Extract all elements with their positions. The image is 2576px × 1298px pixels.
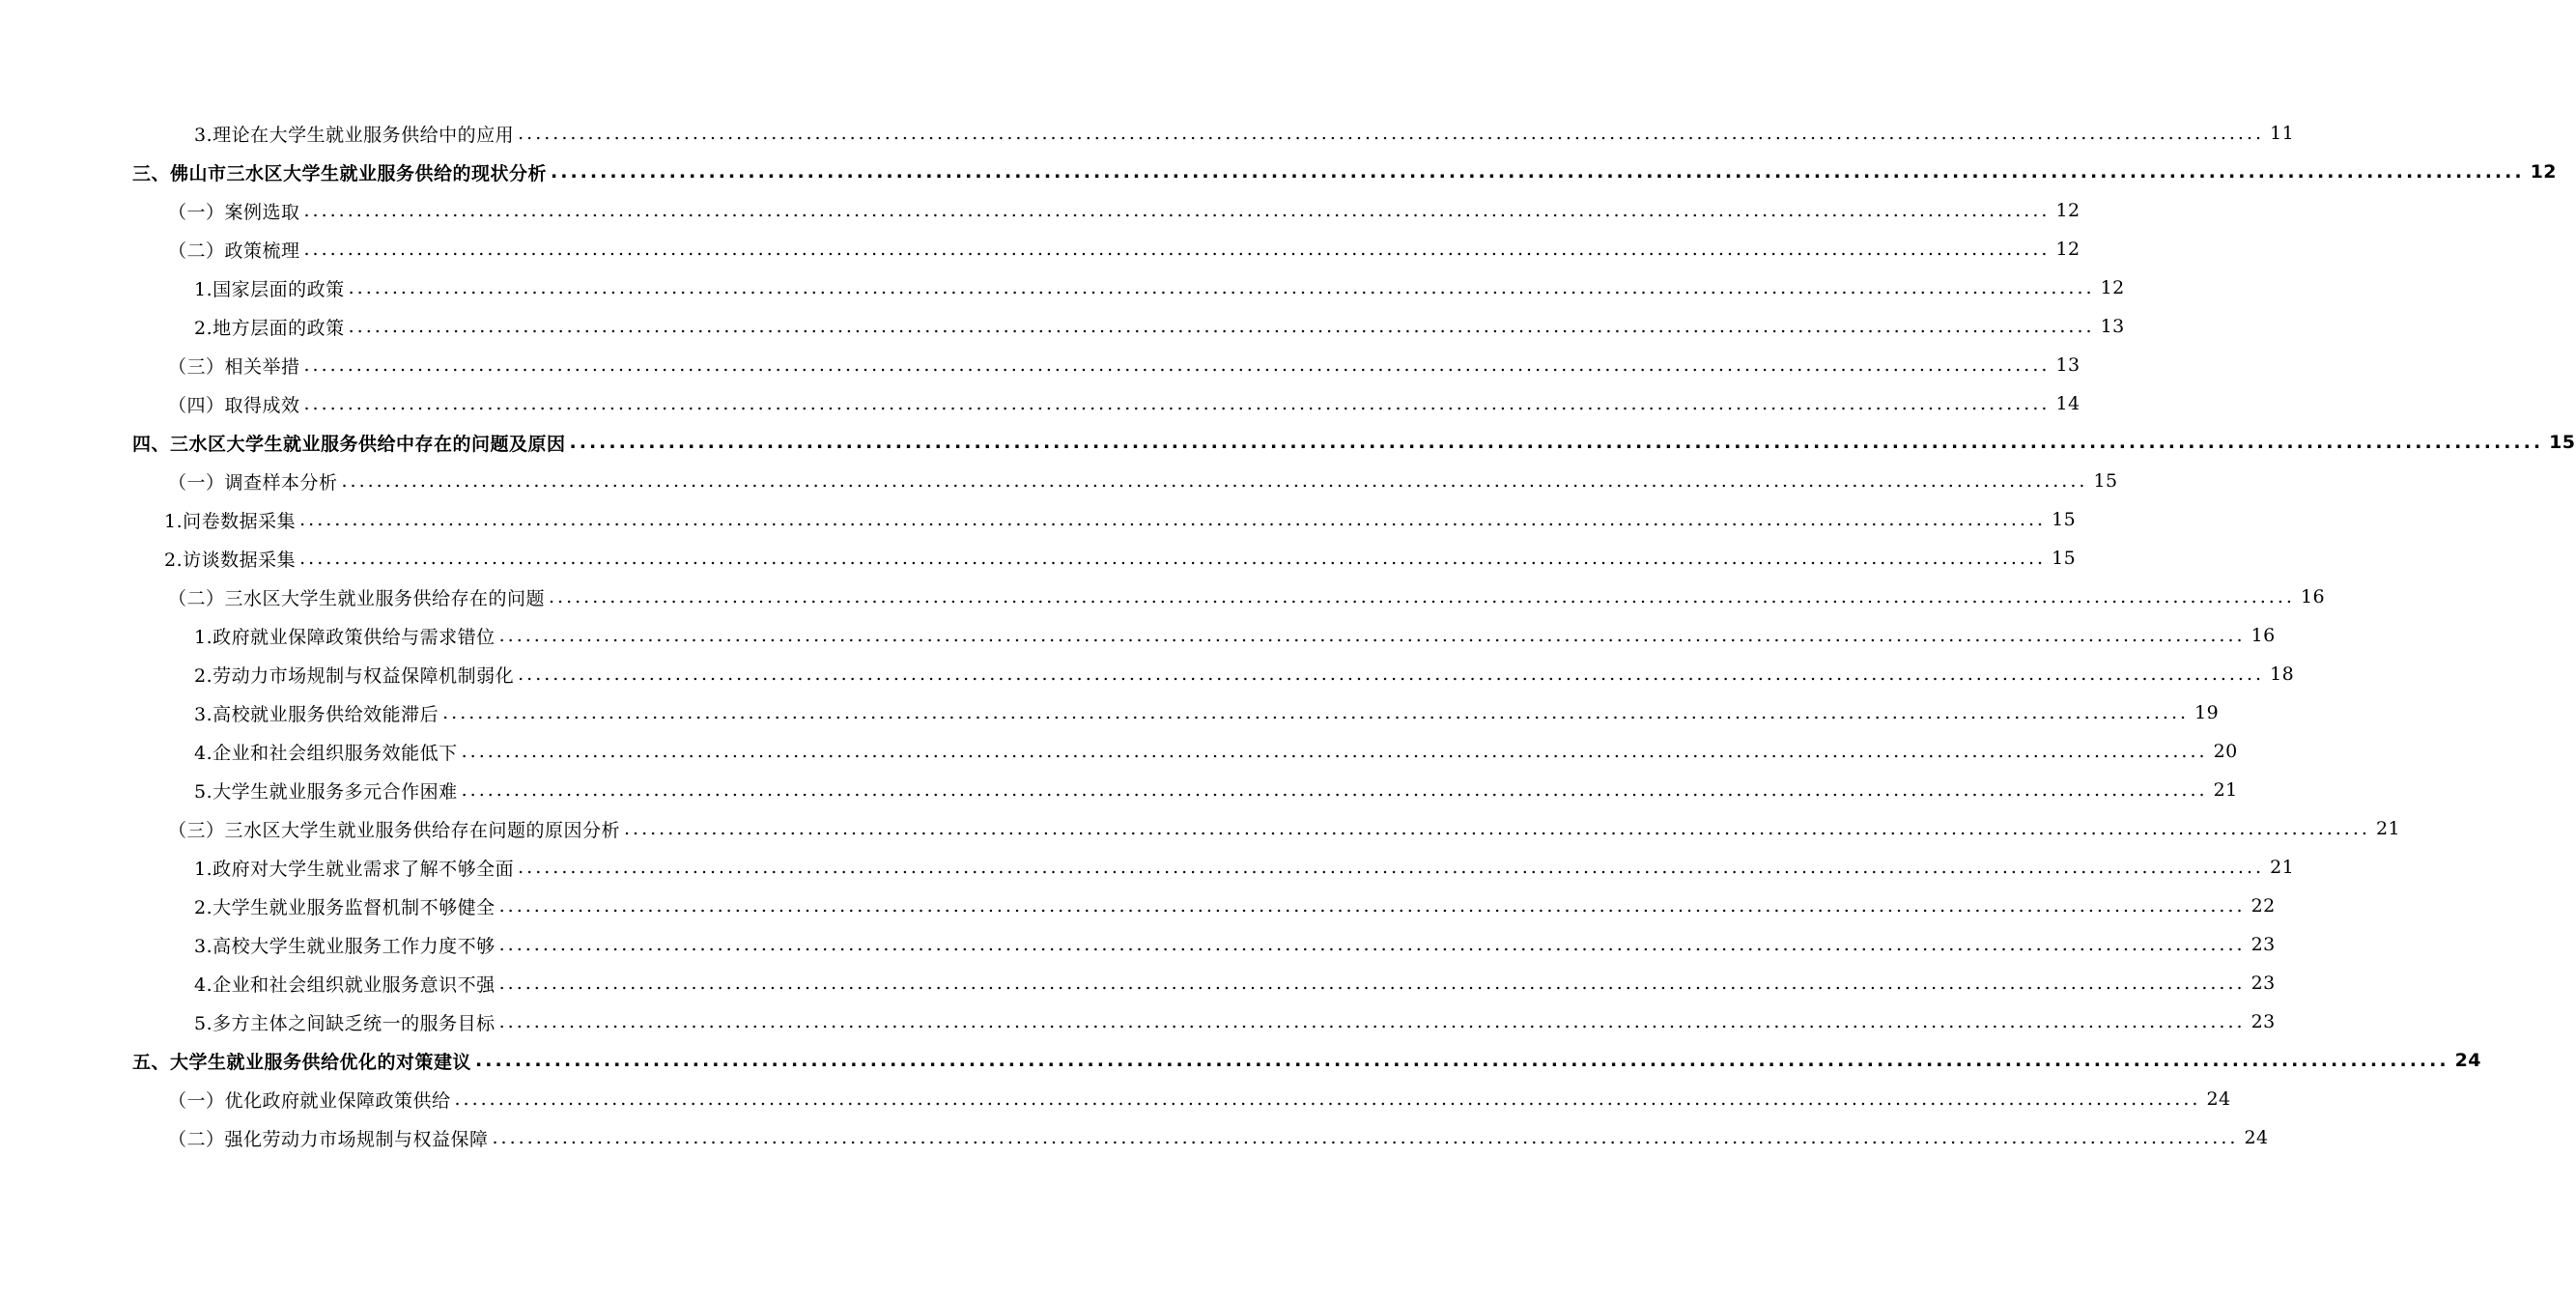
dot-leader: ........................................................................................................................................................................................................ (303, 393, 2051, 414)
toc-entry-title: 4.企业和社会组织就业服务意识不强 (194, 974, 495, 996)
toc-entry[interactable] (0, 925, 2276, 964)
dot-leader: ........................................................................................................................................................................................................ (303, 200, 2051, 221)
toc-entry-page-number: 12 (2530, 161, 2558, 183)
toc-entry[interactable] (0, 1118, 2269, 1157)
dot-leader: ........................................................................................................................................................................................................ (348, 277, 2095, 298)
toc-entry[interactable] (0, 771, 2238, 809)
toc-entry-title: 3.理论在大学生就业服务供给中的应用 (194, 124, 515, 146)
toc-entry[interactable] (0, 539, 2077, 578)
toc-entry-title: 2.地方层面的政策 (194, 317, 345, 339)
dot-leader: ........................................................................................................................................................................................................ (498, 934, 2246, 955)
toc-entry[interactable] (0, 848, 2295, 887)
toc-entry-page-number: 12 (2055, 239, 2081, 260)
toc-entry-title: 3.高校大学生就业服务工作力度不够 (194, 935, 495, 957)
dot-leader: ........................................................................................................................................................................................................ (454, 1088, 2201, 1110)
dot-leader: ........................................................................................................................................................................................................ (551, 161, 2525, 183)
toc-entry-page-number: 15 (2549, 432, 2576, 453)
toc-entry[interactable] (0, 1041, 2482, 1080)
toc-entry[interactable] (0, 114, 2295, 153)
dot-leader: ........................................................................................................................................................................................................ (624, 818, 2370, 839)
toc-entry-title: （二）强化劳动力市场规制与权益保障 (168, 1128, 489, 1150)
toc-entry-title: 1.政府对大学生就业需求了解不够全面 (194, 858, 515, 880)
toc-entry[interactable] (0, 887, 2276, 925)
toc-entry[interactable] (0, 423, 2576, 462)
toc-entry[interactable] (0, 1002, 2276, 1041)
toc-entry-page-number: 24 (2244, 1127, 2269, 1148)
toc-entry-page-number: 24 (2206, 1088, 2231, 1110)
toc-entry-page-number: 16 (2300, 586, 2326, 607)
toc-entry-page-number: 12 (2055, 200, 2081, 221)
toc-entry-title: 5.多方主体之间缺乏统一的服务目标 (194, 1012, 495, 1034)
toc-entry[interactable] (0, 384, 2081, 423)
toc-entry-title: 2.大学生就业服务监督机制不够健全 (194, 896, 495, 918)
toc-entry-page-number: 20 (2213, 741, 2238, 762)
dot-leader: ........................................................................................................................................................................................................ (461, 741, 2208, 762)
toc-entry-page-number: 15 (2093, 470, 2118, 492)
dot-leader: ........................................................................................................................................................................................................ (549, 586, 2295, 607)
dot-leader: ........................................................................................................................................................................................................ (498, 625, 2246, 646)
toc-entry-title: （二）三水区大学生就业服务供给存在的问题 (168, 587, 546, 609)
toc-entry-page-number: 21 (2213, 779, 2238, 801)
toc-entry-title: 1.国家层面的政策 (194, 278, 345, 300)
dot-leader: ........................................................................................................................................................................................................ (303, 239, 2051, 260)
dot-leader: ........................................................................................................................................................................................................ (299, 509, 2047, 530)
toc-entry[interactable] (0, 500, 2077, 539)
toc-entry-page-number: 21 (2375, 818, 2401, 839)
toc-entry-page-number: 18 (2270, 663, 2295, 685)
dot-leader: ........................................................................................................................................................................................................ (492, 1127, 2239, 1148)
dot-leader: ........................................................................................................................................................................................................ (348, 316, 2095, 337)
toc-entry-page-number: 13 (2055, 354, 2081, 376)
toc-entry-title: 3.高校就业服务供给效能滞后 (194, 703, 439, 725)
toc-entry[interactable] (0, 1080, 2231, 1118)
dot-leader: ........................................................................................................................................................................................................ (442, 702, 2190, 723)
toc-entry-title: （三）三水区大学生就业服务供给存在问题的原因分析 (168, 819, 621, 841)
toc-entry[interactable] (0, 732, 2238, 771)
toc-entry-page-number: 13 (2100, 316, 2125, 337)
toc-entry[interactable] (0, 230, 2081, 268)
toc-entry-page-number: 12 (2100, 277, 2125, 298)
dot-leader: ........................................................................................................................................................................................................ (299, 548, 2047, 569)
toc-entry[interactable] (0, 964, 2276, 1002)
toc-entry-title: 4.企业和社会组织服务效能低下 (194, 742, 458, 764)
toc-entry[interactable] (0, 307, 2125, 346)
toc-entry[interactable] (0, 268, 2125, 307)
toc-entry-page-number: 24 (2454, 1050, 2482, 1071)
toc-entry-title: 1.问卷数据采集 (164, 510, 297, 532)
dot-leader: ........................................................................................................................................................................................................ (461, 779, 2208, 801)
toc-entry-title: 四、三水区大学生就业服务供给中存在的问题及原因 (132, 433, 566, 455)
toc-entry-page-number: 16 (2250, 625, 2276, 646)
toc-entry-title: （二）政策梳理 (168, 240, 300, 262)
toc-entry-page-number: 22 (2250, 895, 2276, 917)
toc-entry-page-number: 19 (2194, 702, 2220, 723)
toc-entry-page-number: 23 (2250, 934, 2276, 955)
toc-entry[interactable] (0, 462, 2118, 500)
dot-leader: ........................................................................................................................................................................................................ (303, 354, 2051, 376)
toc-entry-title: （一）案例选取 (168, 201, 300, 223)
toc-entry[interactable] (0, 809, 2401, 848)
toc-entry-title: 五、大学生就业服务供给优化的对策建议 (132, 1051, 472, 1073)
toc-entry-title: 三、佛山市三水区大学生就业服务供给的现状分析 (132, 162, 548, 184)
toc-entry-title: （一）调查样本分析 (168, 471, 338, 494)
toc-entry-title: 2.访谈数据采集 (164, 549, 297, 571)
toc-entry[interactable] (0, 153, 2558, 191)
toc-entry-page-number: 14 (2055, 393, 2081, 414)
dot-leader: ........................................................................................................................................................................................................ (498, 973, 2246, 994)
toc-entry-page-number: 23 (2250, 973, 2276, 994)
toc-entry[interactable] (0, 616, 2276, 655)
dot-leader: ........................................................................................................................................................................................................ (518, 857, 2265, 878)
toc-entry[interactable] (0, 693, 2220, 732)
toc-entry[interactable] (0, 655, 2295, 693)
toc-entry[interactable] (0, 346, 2081, 384)
toc-entry[interactable] (0, 578, 2326, 616)
toc-entry-title: （四）取得成效 (168, 394, 300, 416)
toc-entry-title: 1.政府就业保障政策供给与需求错位 (194, 626, 495, 648)
dot-leader: ........................................................................................................................................................................................................ (498, 1011, 2246, 1032)
toc-entry-page-number: 15 (2052, 509, 2077, 530)
toc-entry-title: 5.大学生就业服务多元合作困难 (194, 780, 458, 803)
dot-leader: ........................................................................................................................................................................................................ (341, 470, 2088, 492)
dot-leader: ........................................................................................................................................................................................................ (518, 663, 2265, 685)
toc-entry-page-number: 23 (2250, 1011, 2276, 1032)
toc-entry[interactable] (0, 191, 2081, 230)
toc-entry-page-number: 15 (2052, 548, 2077, 569)
table-of-contents (0, 114, 2576, 1157)
toc-entry-page-number: 11 (2270, 123, 2295, 144)
toc-entry-title: （一）优化政府就业保障政策供给 (168, 1089, 451, 1112)
toc-entry-title: （三）相关举措 (168, 355, 300, 378)
toc-entry-page-number: 21 (2270, 857, 2295, 878)
dot-leader: ........................................................................................................................................................................................................ (475, 1050, 2449, 1071)
dot-leader: ........................................................................................................................................................................................................ (498, 895, 2246, 917)
toc-entry-title: 2.劳动力市场规制与权益保障机制弱化 (194, 664, 515, 687)
dot-leader: ........................................................................................................................................................................................................ (569, 432, 2544, 453)
dot-leader: ........................................................................................................................................................................................................ (518, 123, 2265, 144)
